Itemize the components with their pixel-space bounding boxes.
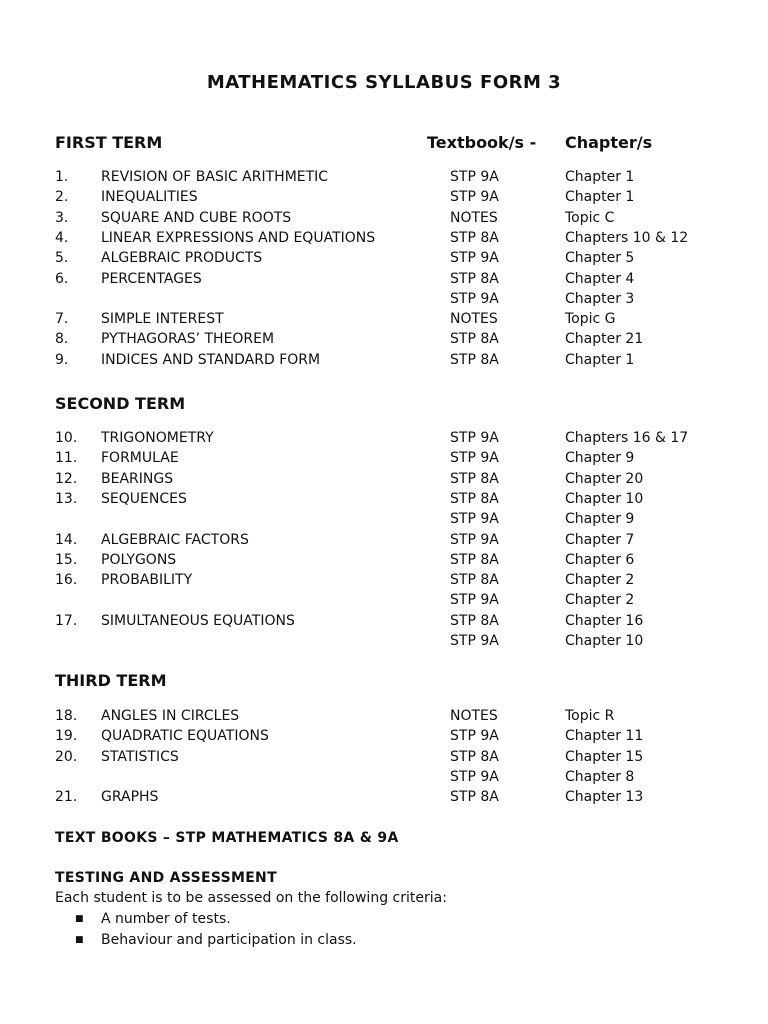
syllabus-row (0, 706, 768, 726)
chapter-ref: Chapter 1 (565, 169, 635, 185)
syllabus-row (0, 350, 768, 370)
textbook-name: STP 8A (450, 748, 499, 765)
item-number: 11. (55, 450, 78, 467)
syllabus-row (0, 289, 768, 309)
textbook-name: STP 8A (450, 490, 499, 507)
item-number: 21. (55, 789, 78, 806)
chapter-ref: Topic C (565, 209, 615, 226)
syllabus-row (0, 167, 768, 187)
item-number: 13. (55, 490, 78, 507)
item-number: 6. (55, 270, 69, 287)
textbook-name: STP 9A (450, 189, 499, 206)
syllabus-row (0, 228, 768, 248)
syllabus-row (0, 448, 768, 468)
bullet-square-icon: ■ (75, 935, 84, 945)
chapter-ref: Chapter 20 (565, 470, 644, 487)
topic-name: PYTHAGORAS’ THEOREM (101, 331, 275, 348)
chapter-ref: Chapter 8 (565, 768, 635, 785)
textbook-name: STP 9A (450, 430, 499, 446)
third-term-heading: THIRD TERM (55, 671, 167, 690)
topic-name: REVISION OF BASIC ARITHMETIC (101, 169, 329, 185)
assessment-intro: Each student is to be assessed on the following criteria: (55, 890, 447, 906)
textbook-name: STP 9A (450, 169, 499, 185)
topic-name: PROBABILITY (101, 572, 193, 589)
textbook-name: STP 8A (450, 551, 499, 568)
syllabus-row (0, 489, 768, 509)
bullet-text: Behaviour and participation in class. (101, 932, 357, 948)
item-number: 17. (55, 612, 78, 629)
textbook-name: STP 9A (450, 290, 499, 307)
chapter-ref: Chapter 9 (565, 450, 635, 467)
item-number: 7. (55, 311, 69, 328)
text-books-note: TEXT BOOKS – STP MATHEMATICS 8A & 9A (55, 830, 399, 846)
syllabus-row (0, 509, 768, 529)
chapter-ref: Chapter 10 (565, 633, 644, 649)
item-number: 8. (55, 331, 69, 348)
chapter-column-header: Chapter/s (565, 133, 653, 152)
textbook-name: STP 8A (450, 351, 499, 368)
chapter-ref: Chapter 5 (565, 250, 635, 267)
chapter-ref: Chapters 10 & 12 (565, 229, 689, 246)
textbook-name: STP 8A (450, 470, 499, 487)
chapter-ref: Chapter 1 (565, 351, 635, 368)
textbook-name: STP 9A (450, 768, 499, 785)
chapter-ref: Topic R (565, 708, 615, 724)
textbook-column-header: Textbook/s - (427, 133, 537, 152)
topic-name: LINEAR EXPRESSIONS AND EQUATIONS (101, 229, 376, 246)
textbook-name: STP 8A (450, 572, 499, 589)
syllabus-row (0, 631, 768, 651)
chapter-ref: Chapters 16 & 17 (565, 430, 689, 446)
item-number: 15. (55, 551, 78, 568)
syllabus-row (0, 187, 768, 207)
bullet-square-icon: ■ (75, 914, 84, 924)
chapter-ref: Chapter 4 (565, 270, 635, 287)
syllabus-row (0, 530, 768, 550)
syllabus-row (0, 329, 768, 349)
item-number: 2. (55, 189, 69, 206)
textbook-name: STP 9A (450, 250, 499, 267)
topic-name: POLYGONS (101, 551, 177, 568)
chapter-ref: Chapter 16 (565, 612, 644, 629)
syllabus-row (0, 428, 768, 448)
textbook-name: STP 9A (450, 592, 499, 609)
topic-name: SIMULTANEOUS EQUATIONS (101, 612, 295, 629)
bullet-text: A number of tests. (101, 911, 231, 927)
topic-name: FORMULAE (101, 450, 179, 467)
item-number: 19. (55, 728, 78, 745)
textbook-name: STP 8A (450, 789, 499, 806)
topic-name: ALGEBRAIC FACTORS (101, 531, 249, 548)
chapter-ref: Chapter 10 (565, 490, 644, 507)
item-number: 1. (55, 169, 69, 185)
topic-name: ALGEBRAIC PRODUCTS (101, 250, 263, 267)
topic-name: SEQUENCES (101, 490, 187, 507)
syllabus-row (0, 208, 768, 228)
topic-name: PERCENTAGES (101, 270, 202, 287)
chapter-ref: Chapter 1 (565, 189, 635, 206)
textbook-name: NOTES (450, 209, 498, 226)
textbook-name: STP 9A (450, 511, 499, 528)
syllabus-row (0, 590, 768, 610)
topic-name: STATISTICS (101, 748, 179, 765)
textbook-name: NOTES (450, 311, 498, 328)
topic-name: BEARINGS (101, 470, 174, 487)
item-number: 3. (55, 209, 69, 226)
topic-name: GRAPHS (101, 789, 159, 806)
item-number: 9. (55, 351, 69, 368)
assessment-heading: TESTING AND ASSESSMENT (55, 870, 277, 886)
topic-name: TRIGONOMETRY (101, 430, 214, 446)
first-term-heading: FIRST TERM (55, 133, 163, 152)
topic-name: SQUARE AND CUBE ROOTS (101, 209, 292, 226)
chapter-ref: Chapter 9 (565, 511, 635, 528)
topic-name: QUADRATIC EQUATIONS (101, 728, 269, 745)
textbook-name: STP 9A (450, 531, 499, 548)
item-number: 16. (55, 572, 78, 589)
topic-name: INEQUALITIES (101, 189, 198, 206)
item-number: 4. (55, 229, 69, 246)
item-number: 20. (55, 748, 78, 765)
item-number: 5. (55, 250, 69, 267)
syllabus-row (0, 248, 768, 268)
textbook-name: STP 8A (450, 612, 499, 629)
textbook-name: STP 9A (450, 450, 499, 467)
syllabus-row (0, 767, 768, 787)
second-term-heading: SECOND TERM (55, 394, 186, 413)
syllabus-row (0, 570, 768, 590)
syllabus-row (0, 611, 768, 631)
syllabus-row (0, 787, 768, 807)
page-title: MATHEMATICS SYLLABUS FORM 3 (206, 72, 562, 93)
topic-name: ANGLES IN CIRCLES (101, 708, 240, 724)
chapter-ref: Chapter 2 (565, 592, 635, 609)
syllabus-row (0, 726, 768, 746)
textbook-name: STP 9A (450, 728, 499, 745)
chapter-ref: Chapter 21 (565, 331, 644, 348)
chapter-ref: Chapter 13 (565, 789, 644, 806)
chapter-ref: Chapter 2 (565, 572, 635, 589)
item-number: 14. (55, 531, 78, 548)
chapter-ref: Chapter 6 (565, 551, 635, 568)
syllabus-row (0, 550, 768, 570)
syllabus-row (0, 469, 768, 489)
item-number: 12. (55, 470, 78, 487)
chapter-ref: Chapter 11 (565, 728, 644, 745)
topic-name: SIMPLE INTEREST (101, 311, 224, 328)
chapter-ref: Chapter 7 (565, 531, 635, 548)
syllabus-row (0, 747, 768, 767)
syllabus-row (0, 269, 768, 289)
textbook-name: STP 8A (450, 229, 499, 246)
syllabus-row (0, 309, 768, 329)
chapter-ref: Chapter 15 (565, 748, 644, 765)
chapter-ref: Topic G (565, 311, 616, 328)
textbook-name: STP 8A (450, 270, 499, 287)
item-number: 18. (55, 708, 78, 724)
item-number: 10. (55, 430, 78, 446)
topic-name: INDICES AND STANDARD FORM (101, 351, 321, 368)
textbook-name: NOTES (450, 708, 498, 724)
textbook-name: STP 8A (450, 331, 499, 348)
chapter-ref: Chapter 3 (565, 290, 635, 307)
textbook-name: STP 9A (450, 633, 499, 649)
